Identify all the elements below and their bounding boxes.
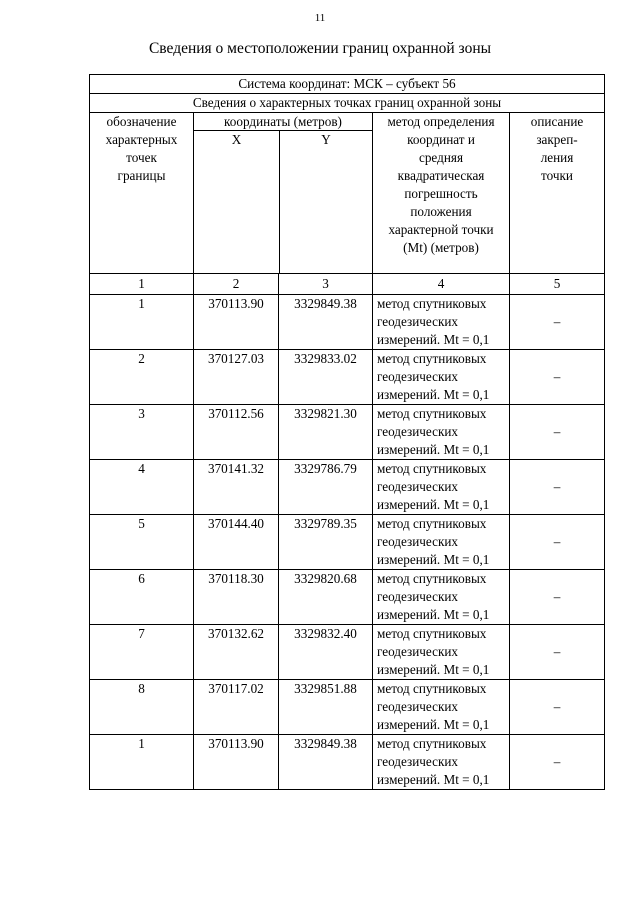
- column-number: 4: [373, 274, 510, 295]
- method-line: метод спутниковых: [377, 736, 487, 751]
- table-subtitle: Сведения о характерных точках границ охранной зоны: [90, 94, 605, 113]
- header-method-line: квадратическая: [397, 168, 485, 183]
- method-line: метод спутниковых: [377, 351, 487, 366]
- column-number: 1: [90, 274, 194, 295]
- method-line: измерений. Mt = 0,1: [377, 332, 490, 347]
- point-designation: 7: [90, 625, 194, 680]
- method-line: геодезических: [377, 369, 459, 384]
- coordinate-system-row: [90, 75, 605, 94]
- method-line: геодезических: [377, 424, 459, 439]
- header-description: [510, 113, 605, 274]
- method-cell: [373, 570, 510, 625]
- point-designation: 1: [90, 735, 194, 790]
- method-line: измерений. Mt = 0,1: [377, 772, 490, 787]
- column-number-row: [90, 274, 605, 295]
- method-cell: [373, 625, 510, 680]
- table-row: [90, 295, 605, 350]
- point-description: –: [510, 405, 605, 460]
- point-designation: 6: [90, 570, 194, 625]
- point-description: –: [510, 350, 605, 405]
- coordinate-x: 370113.90: [194, 295, 279, 350]
- method-cell: [373, 350, 510, 405]
- table-row: [90, 570, 605, 625]
- method-cell: [373, 735, 510, 790]
- table-subtitle-row: [90, 94, 605, 113]
- header-description-line: закреп-: [536, 132, 578, 147]
- table-row: [90, 405, 605, 460]
- table-row: [90, 460, 605, 515]
- method-line: геодезических: [377, 479, 459, 494]
- coordinate-x: 370127.03: [194, 350, 279, 405]
- coordinate-y: 3329821.30: [279, 405, 373, 460]
- point-description: –: [510, 625, 605, 680]
- coordinate-x: 370132.62: [194, 625, 279, 680]
- point-description: –: [510, 735, 605, 790]
- coordinate-x: 370117.02: [194, 680, 279, 735]
- table-row: [90, 680, 605, 735]
- column-number: 2: [194, 274, 279, 295]
- method-line: измерений. Mt = 0,1: [377, 607, 490, 622]
- method-line: геодезических: [377, 534, 459, 549]
- column-number: 3: [279, 274, 373, 295]
- method-line: измерений. Mt = 0,1: [377, 717, 490, 732]
- method-line: метод спутниковых: [377, 681, 487, 696]
- method-line: метод спутниковых: [377, 516, 487, 531]
- header-method-line: положения: [410, 204, 472, 219]
- point-description: –: [510, 295, 605, 350]
- coordinate-x: 370144.40: [194, 515, 279, 570]
- method-line: геодезических: [377, 314, 459, 329]
- coordinate-x: 370113.90: [194, 735, 279, 790]
- method-line: геодезических: [377, 589, 459, 604]
- header-designation-line: характерных: [105, 132, 178, 147]
- point-designation: 1: [90, 295, 194, 350]
- page-number: 11: [314, 12, 326, 24]
- point-designation: 5: [90, 515, 194, 570]
- header-coordinates: [194, 113, 373, 274]
- table-row: [90, 735, 605, 790]
- document-title: Сведения о местоположении границ охранной зоны: [148, 40, 492, 57]
- boundary-points-table: [89, 74, 605, 790]
- table-row: [90, 625, 605, 680]
- header-designation-line: точек: [126, 150, 157, 165]
- point-designation: 4: [90, 460, 194, 515]
- header-method-line: метод определения: [387, 114, 495, 129]
- point-designation: 3: [90, 405, 194, 460]
- method-line: измерений. Mt = 0,1: [377, 662, 490, 677]
- method-line: метод спутниковых: [377, 406, 487, 421]
- header-designation: [90, 113, 194, 274]
- method-cell: [373, 680, 510, 735]
- column-number: 5: [510, 274, 605, 295]
- header-method-line: средняя: [418, 150, 464, 165]
- method-cell: [373, 460, 510, 515]
- coordinate-x: 370141.32: [194, 460, 279, 515]
- point-designation: 8: [90, 680, 194, 735]
- method-cell: [373, 295, 510, 350]
- coordinate-y: 3329851.88: [279, 680, 373, 735]
- header-method: [373, 113, 510, 274]
- method-line: измерений. Mt = 0,1: [377, 442, 490, 457]
- header-coordinates-label: координаты (метров): [194, 113, 372, 131]
- coordinate-system-label: Система координат: МСК – субъект 56: [90, 75, 605, 94]
- method-line: метод спутниковых: [377, 571, 487, 586]
- header-description-line: описание: [530, 114, 584, 129]
- method-line: измерений. Mt = 0,1: [377, 497, 490, 512]
- header-description-line: точки: [541, 168, 573, 183]
- method-line: метод спутниковых: [377, 296, 487, 311]
- coordinate-x: 370118.30: [194, 570, 279, 625]
- point-description: –: [510, 460, 605, 515]
- coordinate-y: 3329789.35: [279, 515, 373, 570]
- table-row: [90, 350, 605, 405]
- coordinate-y: 3329786.79: [279, 460, 373, 515]
- coordinate-y: 3329833.02: [279, 350, 373, 405]
- method-line: измерений. Mt = 0,1: [377, 552, 490, 567]
- header-method-line: координат и: [407, 132, 475, 147]
- point-description: –: [510, 570, 605, 625]
- header-designation-line: границы: [117, 168, 166, 183]
- coordinate-y: 3329849.38: [279, 735, 373, 790]
- method-line: метод спутниковых: [377, 626, 487, 641]
- header-x: X: [194, 131, 280, 273]
- header-method-line: характерной точки: [388, 222, 494, 237]
- point-description: –: [510, 515, 605, 570]
- coordinate-y: 3329832.40: [279, 625, 373, 680]
- header-row: [90, 113, 605, 274]
- point-designation: 2: [90, 350, 194, 405]
- header-description-line: ления: [540, 150, 574, 165]
- header-method-line: погрешность: [404, 186, 478, 201]
- method-line: метод спутниковых: [377, 461, 487, 476]
- coordinate-y: 3329820.68: [279, 570, 373, 625]
- method-line: геодезических: [377, 644, 459, 659]
- table-row: [90, 515, 605, 570]
- header-y: Y: [321, 132, 331, 147]
- method-line: геодезических: [377, 754, 459, 769]
- coordinate-y: 3329849.38: [279, 295, 373, 350]
- method-cell: [373, 515, 510, 570]
- point-description: –: [510, 680, 605, 735]
- coordinate-x: 370112.56: [194, 405, 279, 460]
- method-line: измерений. Mt = 0,1: [377, 387, 490, 402]
- header-designation-line: обозначение: [106, 114, 177, 129]
- method-cell: [373, 405, 510, 460]
- method-line: геодезических: [377, 699, 459, 714]
- header-method-line: (Mt) (метров): [403, 240, 479, 255]
